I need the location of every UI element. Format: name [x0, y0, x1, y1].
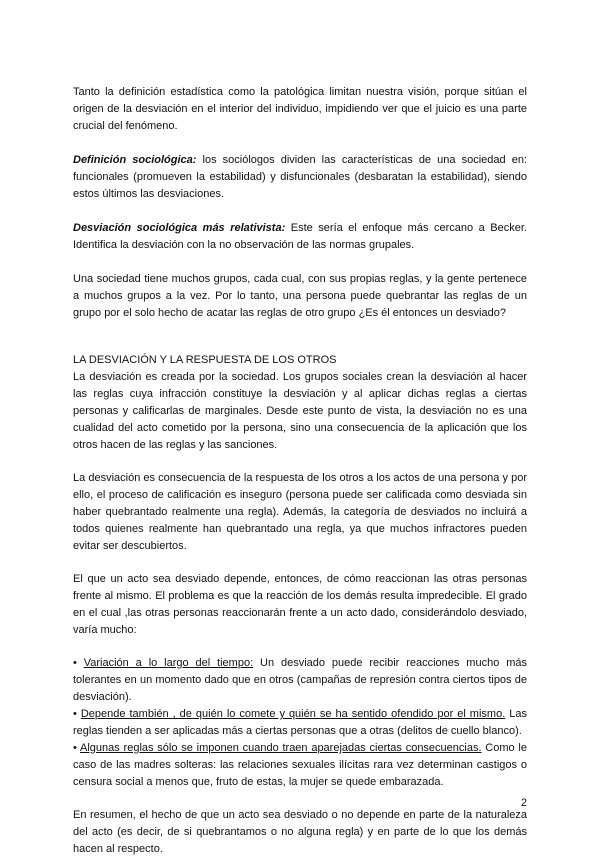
relativist-deviation-paragraph — [73, 220, 527, 254]
section-paragraph-1: La desviación es creada por la sociedad. Los grupos sociales crean la desviación al hacer las reglas cuya infracción constituye la desviación y al aplicar dichas reglas a ciertas personas y calificarlas de marginales. Desde este punto de vista, la desviación no es una cualidad del acto cometido por la persona, sino una consecuencia de la aplicación que los otros hacen de las reglas y las sanciones. — [73, 371, 527, 451]
bullet-marker: • — [73, 657, 84, 669]
section-heading: LA DESVIACIÓN Y LA RESPUESTA DE LOS OTROS — [73, 354, 337, 366]
definition-term: Definición sociológica: — [73, 154, 197, 166]
bullet-underlined-text: Variación a lo largo del tiempo: — [83, 657, 254, 669]
definition-sociological-paragraph — [73, 152, 527, 203]
bullet-text: Un desviado puede recibir reacciones mucho más tolerantes en un momento dado que en otros (campañas de represión contra ciertos tipos de desviación). — [73, 657, 527, 703]
bullet-text: Como le caso de las madres solteras: las relaciones sexuales ilícitas rara vez determinan castigos o censura social a menos que, fruto de estas, la mujer se quede embarazada. — [73, 742, 527, 788]
bullet-item — [73, 655, 527, 706]
bullet-underlined-text: Depende también , de quién lo comete y quién se ha sentido ofendido por el mismo. — [80, 708, 506, 720]
bullet-marker: • — [73, 742, 81, 754]
page-number: 2 — [520, 797, 527, 809]
bullet-list — [73, 655, 527, 791]
intro-paragraph: Tanto la definición estadística como la patológica limitan nuestra visión, porque sitúan el origen de la desviación en el interior del individuo, impidiendo ver que el juicio es una parte crucial del fenómeno. — [73, 86, 527, 132]
section-paragraph-2: La desviación es consecuencia de la respuesta de los otros a los actos de una persona y por ello, el proceso de calificación es inseguro (persona puede ser calificada como desviada sin haber quebrantado realmente una regla). Además, la categoría de desviados no incluirá a todos quienes realmente han quebrantado una regla, ya que muchos infractores pueden evitar ser descubiertos. — [73, 472, 527, 552]
bullet-item — [73, 706, 527, 740]
section-paragraph-3: El que un acto sea desviado depende, entonces, de cómo reaccionan las otras personas frente al mismo. El problema es que la reacción de los demás resulta impredecible. El grado en el cual ,las otras personas reaccionarán frente a un acto dado, considerándolo desviado, varía mucho: — [73, 573, 527, 636]
bullet-marker: • — [73, 708, 81, 720]
bullet-underlined-text: Algunas reglas sólo se imponen cuando traen aparejadas ciertas consecuencias. — [80, 742, 482, 754]
relativist-text: Este sería el enfoque más cercano a Becker. Identifica la desviación con la no observación de las normas grupales. — [73, 222, 527, 251]
groups-paragraph: Una sociedad tiene muchos grupos, cada cual, con sus propias reglas, y la gente pertenece a muchos grupos a la vez. Por lo tanto, una persona puede quebrantar las reglas de un grupo por el solo hecho de acatar las reglas de otro grupo ¿Es él entonces un desviado? — [73, 273, 527, 319]
conclusion-paragraph: En resumen, el hecho de que un acto sea desviado o no depende en parte de la naturaleza del acto (es decir, de si quebrantamos o no alguna regla) y en parte de lo que los demás hacen al respecto. — [73, 809, 527, 855]
bullet-item — [73, 740, 527, 791]
relativist-term: Desviación sociológica más relativista: — [73, 222, 286, 234]
definition-text: los sociólogos dividen las características de una sociedad en: funcionales (promueven la estabilidad) y disfuncionales (desbaratan la estabilidad), siendo estos últimos las desviaciones. — [73, 154, 527, 200]
page-content — [73, 84, 527, 858]
bullet-text: Las reglas tienden a ser aplicadas más a ciertas personas que a otras (delitos de cuello blanco). — [73, 708, 527, 737]
